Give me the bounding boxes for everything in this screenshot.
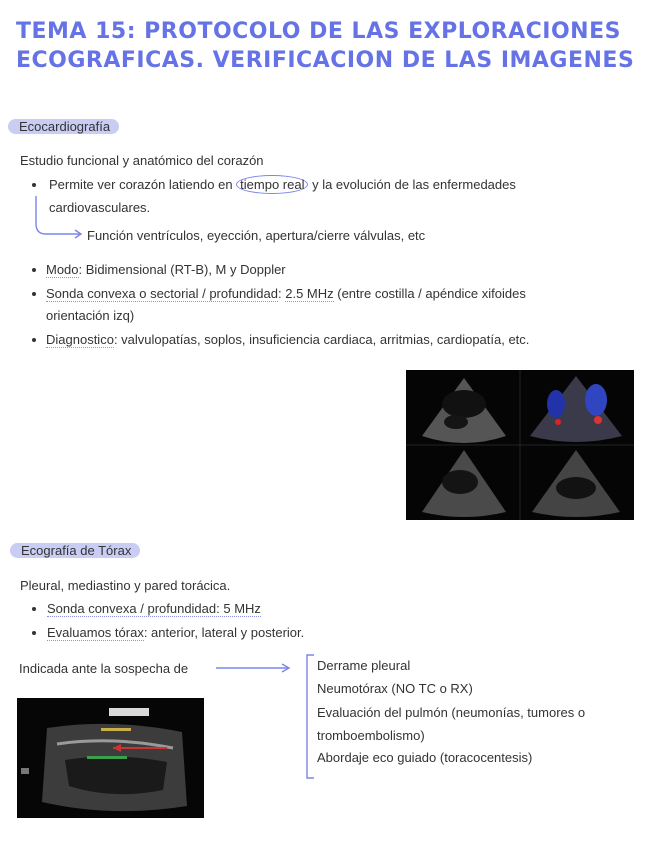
eco-bullet-modo: Modo: Bidimensional (RT-B), M y Doppler (46, 262, 286, 277)
indication-item: Derrame pleural (317, 658, 411, 673)
eco-bullet-diagnostico: Diagnostico: valvulopatías, soplos, insuficiencia cardiaca, arritmias, cardiopatía, etc. (46, 332, 530, 347)
torax-bullet-evaluamos: Evaluamos tórax: anterior, lateral y posterior. (47, 625, 305, 640)
eco-bullet-1: Permite ver corazón latiendo en tiempo real y la evolución de las enfermedades (49, 177, 516, 192)
arrow-right-icon (214, 662, 294, 674)
bullet-dot (32, 607, 36, 611)
indication-item: Neumotórax (NO TC o RX) (317, 681, 473, 696)
page-title (16, 17, 646, 75)
circled-highlight: tiempo real (236, 175, 308, 194)
eco-arrow-text: Función ventrículos, eyección, apertura/cierre válvulas, etc (87, 228, 426, 243)
bullet-dot (32, 338, 36, 342)
bullet-dot (32, 268, 36, 272)
bullet-dot (32, 631, 36, 635)
section-heading-torax: Ecografía de Tórax (10, 543, 140, 558)
torax-indicada: Indicada ante la sospecha de (19, 661, 189, 676)
eco-bullet-sonda: Sonda convexa o sectorial / profundidad: 2.5 MHz (entre costilla / apéndice xifoides (46, 286, 526, 301)
title-line-2: ECOGRAFICAS. VERIFICACION DE LAS IMAGENES (16, 48, 635, 73)
eco-intro: Estudio funcional y anatómico del corazón (20, 153, 264, 168)
section-heading-ecocardiografia: Ecocardiografía (8, 119, 119, 134)
indication-item: tromboembolismo) (317, 728, 425, 743)
echocardiography-image (406, 370, 634, 520)
title-line-1: TEMA 15: PROTOCOLO DE LAS EXPLORACIONES (16, 19, 621, 44)
arrow-right-icon (30, 196, 86, 240)
torax-intro: Pleural, mediastino y pared torácica. (20, 578, 231, 593)
bullet-dot (32, 292, 36, 296)
eco-bullet-sonda-line-2: orientación izq) (46, 308, 135, 323)
indication-item: Evaluación del pulmón (neumonías, tumores o (317, 705, 586, 720)
indication-item: Abordaje eco guiado (toracocentesis) (317, 750, 533, 765)
bracket-left (304, 654, 316, 780)
eco-bullet-1-line-2: cardiovasculares. (49, 200, 151, 215)
torax-bullet-sonda: Sonda convexa / profundidad: 5 MHz (47, 601, 261, 616)
thorax-ultrasound-image (17, 698, 204, 818)
bullet-dot (32, 183, 36, 187)
